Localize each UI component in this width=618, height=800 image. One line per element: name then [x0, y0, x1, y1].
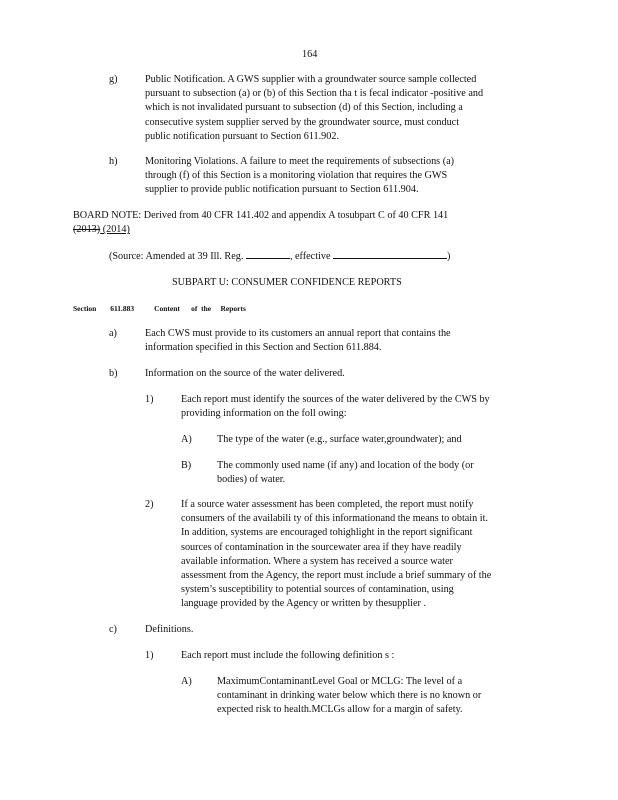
paragraph-b1b: [217, 459, 527, 487]
paragraph-c1: Each report must include the following definition s :: [181, 650, 395, 661]
added-text: (2014): [100, 224, 130, 236]
text-line: bodies) of water.: [217, 474, 286, 486]
text-line: consecutive system supplier served by the groundwater source, must conduct: [145, 116, 460, 128]
paragraph-b2: [181, 498, 549, 612]
item-label-b1b: B): [181, 460, 192, 471]
page-number: 164: [302, 49, 318, 60]
source-prefix: (Source: Amended at 39 Ill. Reg.: [109, 251, 244, 262]
board-note-line: BOARD NOTE: Derived from 40 CFR 141.402 and appendix A tosubpart C of 40 CFR 141: [73, 210, 449, 221]
paragraph-a: [145, 327, 515, 355]
text-line: available information. Where a system has received a source water: [181, 555, 453, 567]
paragraph-h: [145, 155, 535, 198]
item-label-b1a: A): [181, 434, 192, 445]
text-line: Each report must identify the sources of the water delivered by the CWS by: [181, 394, 490, 405]
item-label-c: c): [109, 624, 117, 635]
text-line: Public Notification. A GWS supplier with a groundwater source sample collected: [145, 74, 477, 85]
text-line: The commonly used name (if any) and location of the body (or: [217, 460, 474, 471]
paragraph-c1a: [217, 675, 537, 718]
struck-text: (2013): [73, 224, 101, 236]
section-number: 611.883: [110, 304, 135, 313]
item-label-c1: 1): [145, 650, 154, 661]
item-label-h: h): [109, 156, 118, 167]
text-line: pursuant to subsection (a) or (b) of this Section tha t is fecal indicator -positive and: [145, 88, 484, 100]
text-line: If a source water assessment has been completed, the report must notify: [181, 499, 474, 510]
text-line: Each CWS must provide to its customers an annual report that contains the: [145, 328, 451, 339]
register-blank: [246, 258, 290, 259]
text-line: which is not invalidated pursuant to subsection (d) of this Section, including a: [145, 102, 463, 114]
subpart-title: SUBPART U: CONSUMER CONFIDENCE REPORTS: [172, 277, 402, 288]
text-line: through (f) of this Section is a monitoring violation that requires the GWS: [145, 170, 448, 182]
paragraph-b1a: The type of the water (e.g., surface water,groundwater); and: [217, 434, 462, 445]
paragraph-b: Information on the source of the water delivered.: [145, 368, 345, 379]
text-line: language provided by the Agency or written by thesupplier .: [181, 598, 427, 610]
item-label-c1a: A): [181, 676, 192, 687]
text-line: information specified in this Section and Section 611.884.: [145, 342, 382, 354]
text-line: system’s susceptibility to potential sources of contamination, using: [181, 584, 454, 596]
source-close: ): [447, 251, 451, 262]
section-title: Content of the Reports: [154, 304, 246, 313]
text-line: MaximumContaminantLevel Goal or MCLG: The level of a: [217, 676, 463, 687]
item-label-b1: 1): [145, 394, 154, 405]
paragraph-b1: [181, 393, 546, 421]
text-line: public notification pursuant to Section 611.902.: [145, 130, 340, 142]
source-line: [109, 250, 450, 264]
paragraph-c: Definitions.: [145, 624, 194, 635]
text-line: sources of contamination in the sourcewater area if they have readily: [181, 541, 462, 553]
section-heading: [73, 302, 246, 316]
text-line: assessment from the Agency, the report must include a brief summary of the: [181, 570, 492, 582]
item-label-a: a): [109, 328, 117, 339]
text-line: Monitoring Violations. A failure to meet the requirements of subsections (a): [145, 156, 455, 167]
item-label-g: g): [109, 74, 118, 85]
paragraph-g: [145, 73, 535, 144]
board-note-amendment: [73, 223, 543, 237]
source-effective: , effective: [289, 251, 331, 262]
effective-date-blank: [333, 258, 447, 259]
text-line: contaminant in drinking water below which there is no known or: [217, 690, 482, 702]
item-label-b2: 2): [145, 499, 154, 510]
board-note: [73, 209, 543, 237]
section-label: Section: [73, 304, 97, 313]
item-label-b: b): [109, 368, 118, 379]
text-line: supplier to provide public notification pursuant to Section 611.904.: [145, 184, 419, 196]
text-line: consumers of the availabili ty of this informationand the means to obtain it.: [181, 513, 488, 525]
text-line: providing information on the foll owing:: [181, 408, 347, 420]
text-line: In addition, systems are encouraged tohighlight in the report significant: [181, 527, 473, 539]
text-line: expected risk to health.MCLGs allow for a margin of safety.: [217, 704, 463, 716]
